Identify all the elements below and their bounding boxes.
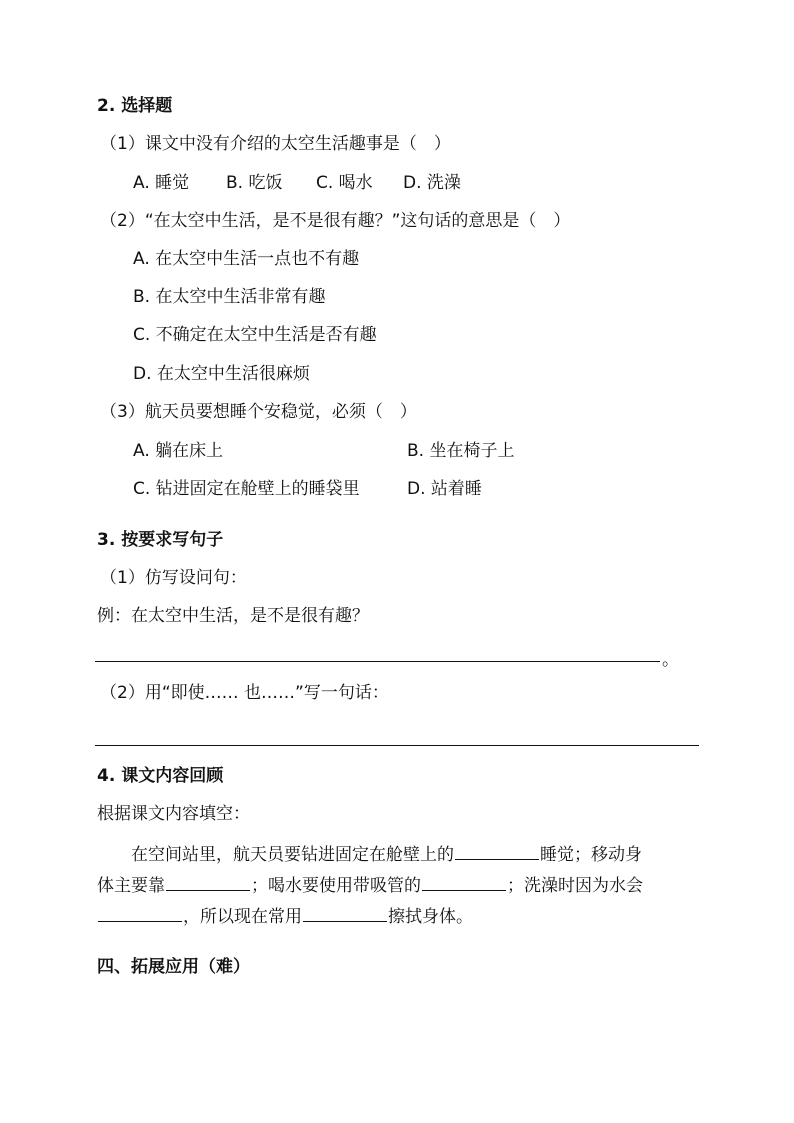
q2-s3-option-b: B. 坐在椅子上 xyxy=(407,441,515,461)
q3-s2-prompt: （2）用“即使…… 也……”写一句话： xyxy=(100,683,389,703)
q3-s2-answer-line[interactable] xyxy=(95,745,699,746)
q2-s3-option-a: A. 躺在床上 xyxy=(133,441,224,461)
q2-s3-option-d: D. 站着睡 xyxy=(407,479,482,499)
q2-s2-stem: （2）“在太空中生活，是不是很有趣？”这句话的意思是（ ） xyxy=(100,211,571,231)
q2-title: 2. 选择题 xyxy=(97,96,173,116)
q4-text-1: 在空间站里，航天员要钻进固定在舱壁上的 xyxy=(131,845,454,865)
q4-title: 4. 课文内容回顾 xyxy=(97,766,224,786)
q4-blank-4[interactable] xyxy=(98,905,182,922)
q4-blank-1[interactable] xyxy=(455,843,539,860)
q2-s1-stem: （1）课文中没有介绍的太空生活趣事是（ ） xyxy=(100,134,451,154)
q2-s3-option-c: C. 钻进固定在舱壁上的睡袋里 xyxy=(133,479,360,499)
q4-text-2: 睡觉；移动身 xyxy=(540,845,642,865)
q4-text-7: 擦拭身体。 xyxy=(388,907,473,927)
q4-blank-2[interactable] xyxy=(166,874,250,891)
q4-text-5: ；洗澡时因为水会 xyxy=(507,876,643,896)
q2-s2-option-d: D. 在太空中生活很麻烦 xyxy=(133,364,310,384)
q4-text-6: ，所以现在常用 xyxy=(183,907,302,927)
q2-s2-option-a: A. 在太空中生活一点也不有趣 xyxy=(133,249,360,269)
q2-s3-stem: （3）航天员要想睡个安稳觉，必须（ ） xyxy=(100,402,417,422)
q4-fill-line-3 xyxy=(97,905,473,927)
q4-fill-line-2 xyxy=(97,874,643,896)
q3-s1-answer-line[interactable] xyxy=(95,661,660,662)
q2-s2-option-b: B. 在太空中生活非常有趣 xyxy=(133,287,326,307)
q2-s1-option-c: C. 喝水 xyxy=(316,173,373,193)
q3-example: 例：在太空中生活，是不是很有趣？ xyxy=(97,606,369,626)
q4-fill-line-1 xyxy=(131,843,642,865)
q2-s1-option-a: A. 睡觉 xyxy=(133,173,190,193)
q3-s1-line-end: 。 xyxy=(662,650,679,670)
q2-s1-option-d: D. 洗澡 xyxy=(403,173,461,193)
q2-s1-option-b: B. 吃饭 xyxy=(226,173,283,193)
q4-text-4: ；喝水要使用带吸管的 xyxy=(251,876,421,896)
section4-title: 四、拓展应用（难） xyxy=(97,957,250,977)
q4-intro: 根据课文内容填空： xyxy=(97,804,250,824)
q3-s1-prompt: （1）仿写设问句： xyxy=(100,568,247,588)
q3-title: 3. 按要求写句子 xyxy=(97,530,224,550)
q4-text-3: 体主要靠 xyxy=(97,876,165,896)
q4-blank-3[interactable] xyxy=(422,874,506,891)
q2-s2-option-c: C. 不确定在太空中生活是否有趣 xyxy=(133,325,377,345)
q4-blank-5[interactable] xyxy=(303,905,387,922)
